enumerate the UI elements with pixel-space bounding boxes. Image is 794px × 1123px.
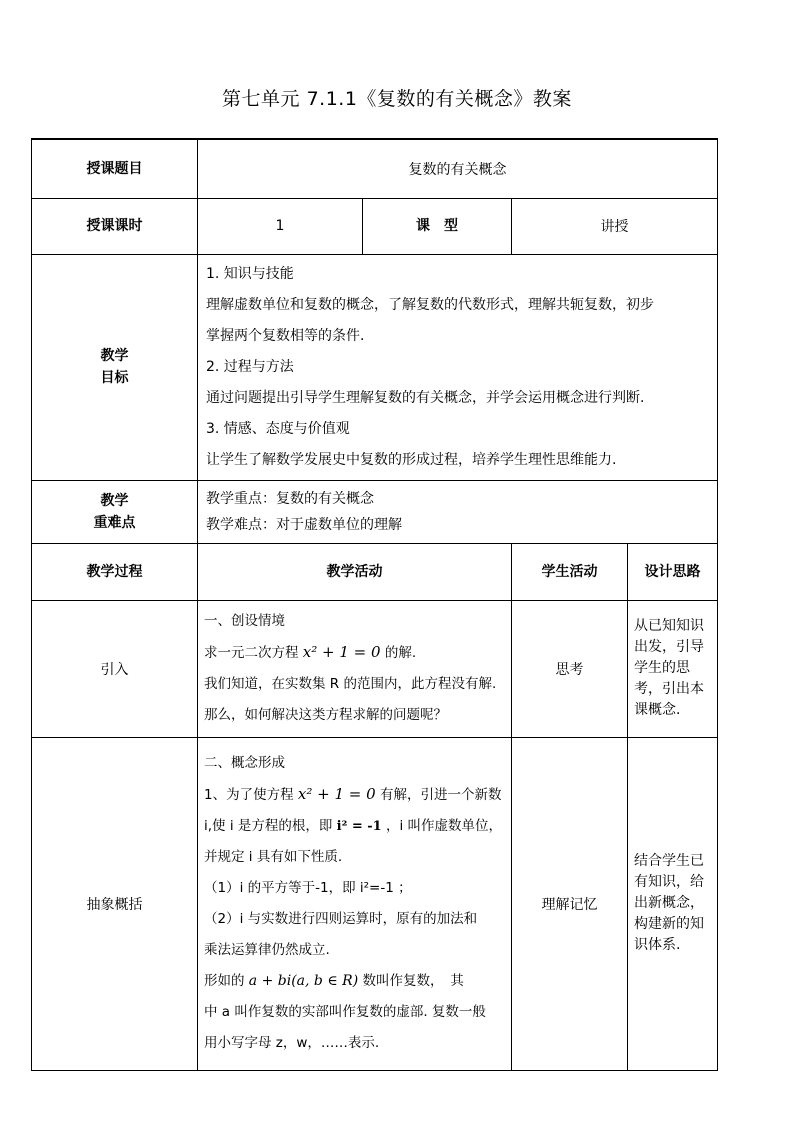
goals-line: 理解虚数单位和复数的概念，了解复数的代数形式，理解共轭复数，初步 [206,296,654,313]
abstract-idea: 结合学生已有知识，给出新概念，构建新的知识体系. [628,737,718,1070]
intro-equation-line [204,637,505,669]
goals-label [32,254,198,480]
header-design-idea: 设计思路 [628,543,718,600]
abstract-stage: 抽象概括 [32,737,198,1070]
intro-activity [198,600,512,737]
keypoint-line: 教学难点：对于虚数单位的理解 [206,516,402,533]
abstract-activity [198,737,512,1070]
intro-eq-pre: 求一元二次方程 [204,645,299,661]
lesson-type-label: 课 型 [363,198,512,254]
abstract-line [204,779,505,811]
header-student-activity: 学生活动 [512,543,628,600]
goals-line: 1. 知识与技能 [206,265,294,282]
goals-line: 3. 情感、态度与价值观 [206,420,350,437]
hours-row [32,198,718,254]
abstract-line: （1）i 的平方等于-1，即 i²=-1 ； [204,880,412,896]
process-header-row [32,543,718,600]
goals-line: 通过问题提出引导学生理解复数的有关概念，并学会运用概念进行判断. [206,389,645,406]
page-title: 第七单元 7.1.1《复数的有关概念》教案 [222,88,572,110]
intro-heading: 一、创设情境 [204,613,285,629]
keypoints-label-line2: 重难点 [93,514,136,531]
intro-line: 我们知道，在实数集 R 的范围内，此方程没有解. [204,676,497,692]
intro-stage: 引入 [32,600,198,737]
abstract-l1-pre: 1、为了使方程 [204,787,294,803]
header-process: 教学过程 [32,543,198,600]
abstract-student: 理解记忆 [512,737,628,1070]
abstract-line: 乘法运算律仍然成立. [204,942,330,958]
goals-content [198,254,718,480]
equation-formula: x² + 1 = 0 [297,785,376,803]
abstract-line: 并规定 i 具有如下性质. [204,849,343,865]
intro-row [32,600,718,737]
intro-idea: 从已知知识出发，引导学生的思考，引出本课概念. [628,600,718,737]
topic-label: 授课题目 [32,139,198,198]
hours-value: 1 [198,198,363,254]
goals-line: 掌握两个复数相等的条件. [206,327,365,344]
keypoints-label-line1: 教学 [100,492,129,509]
hours-label: 授课课时 [32,198,198,254]
intro-line: 那么，如何解决这类方程求解的问题呢？ [204,707,447,723]
lesson-plan-table [31,138,718,1071]
abstract-l1-post: 有解，引进一个新数 [379,787,502,803]
keypoints-row [32,480,718,543]
goals-line: 2. 过程与方法 [206,358,294,375]
keypoints-content [198,480,718,543]
complex-number-formula: a + bi(a, b ∈ R) [248,973,359,989]
goals-label-line1: 教学 [100,348,129,364]
keypoint-line: 教学重点：复数的有关概念 [206,490,374,507]
equation-formula: x² + 1 = 0 [302,643,381,661]
abstract-line: （2）i 与实数进行四则运算时，原有的加法和 [204,911,478,927]
imaginary-unit-formula: i² = -1 [336,819,382,834]
header-teaching-activity: 教学活动 [198,543,512,600]
abstract-line [204,811,505,842]
abstract-line: 用小写字母 z，w，……表示. [204,1035,380,1051]
abstract-l7-post: 数叫作复数， 其 [362,973,464,989]
topic-row [32,139,718,198]
intro-eq-post: 的解. [384,645,417,661]
lesson-type-value: 讲授 [512,198,718,254]
abstract-l7-pre: 形如的 [204,973,245,989]
abstract-l2-post: ，i 叫作虚数单位， [386,818,503,834]
intro-student: 思考 [512,600,628,737]
goals-label-line2: 目标 [100,370,129,386]
abstract-heading: 二、概念形成 [204,755,285,771]
keypoints-label [32,480,198,543]
goals-line: 让学生了解数学发展史中复数的形成过程，培养学生理性思维能力. [206,451,617,468]
goals-row [32,254,718,480]
topic-value: 复数的有关概念 [198,139,718,198]
abstract-l2-pre: i,使 i 是方程的根，即 [204,818,333,834]
abstract-line [204,966,505,997]
abstract-row [32,737,718,1070]
abstract-line: 中 a 叫作复数的实部叫作复数的虚部. 复数一般 [204,1004,486,1020]
